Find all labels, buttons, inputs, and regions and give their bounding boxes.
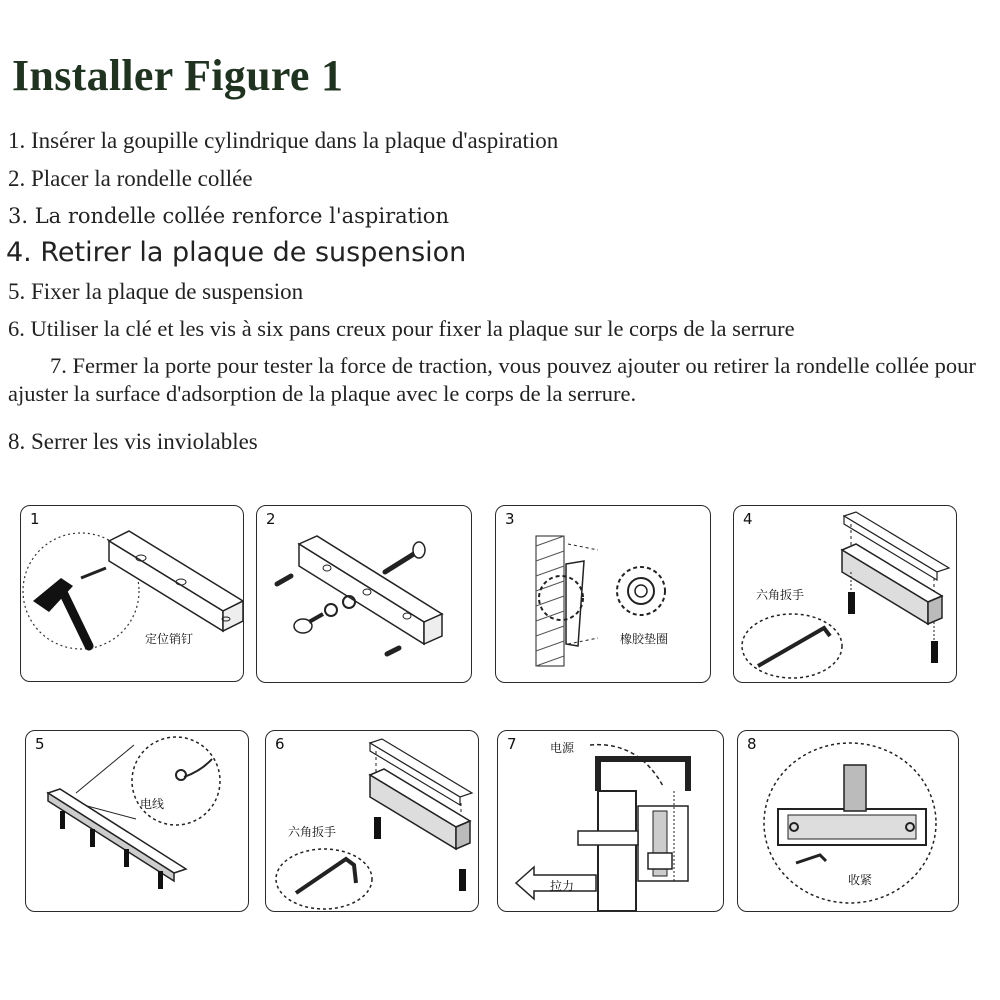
panel-1-label: 定位销钉 — [145, 632, 194, 646]
panel-3-label: 橡胶垫圈 — [620, 632, 669, 646]
panel-1-illustration — [21, 506, 243, 681]
step-2: 2. Placer la rondelle collée — [8, 166, 253, 191]
panel-8-label: 收紧 — [848, 873, 873, 887]
panel-7-label-2: 拉力 — [550, 879, 575, 893]
panel-5-label: 电线 — [140, 797, 165, 811]
diagram-panel-6 — [265, 730, 479, 912]
diagram-panel-1 — [20, 505, 244, 682]
panel-8-number: 8 — [747, 735, 757, 753]
diagram-panel-7 — [497, 730, 724, 912]
panel-3-illustration — [496, 506, 710, 682]
step-3: 3. La rondelle collée renforce l'aspiration — [8, 204, 449, 228]
diagram-panel-8 — [737, 730, 959, 912]
step-8: 8. Serrer les vis inviolables — [8, 429, 258, 454]
page-title: Installer Figure 1 — [12, 51, 344, 100]
diagram-panel-5 — [25, 730, 249, 912]
panel-7-number: 7 — [507, 735, 517, 753]
step-6: 6. Utiliser la clé et les vis à six pans creux pour fixer la plaque sur le corps de la serrure — [8, 316, 795, 341]
panel-3-number: 3 — [505, 510, 515, 528]
step-5: 5. Fixer la plaque de suspension — [8, 279, 304, 304]
step-1: 1. Insérer la goupille cylindrique dans la plaque d'aspiration — [8, 128, 559, 153]
diagram-panel-3 — [495, 505, 711, 683]
panel-5-illustration — [26, 731, 248, 911]
panel-2-number: 2 — [266, 510, 276, 528]
panel-4-label: 六角扳手 — [756, 588, 805, 602]
panel-7-label: 电源 — [550, 741, 575, 755]
panel-1-number: 1 — [30, 510, 40, 528]
diagram-panel-2 — [256, 505, 472, 683]
panel-2-illustration — [257, 506, 471, 682]
panel-6-illustration — [266, 731, 478, 911]
panel-6-label: 六角扳手 — [288, 825, 337, 839]
diagram-panel-4 — [733, 505, 957, 683]
panel-5-number: 5 — [35, 735, 45, 753]
step-4: 4. Retirer la plaque de suspension — [6, 237, 467, 268]
panel-4-number: 4 — [743, 510, 753, 528]
step-7: 7. Fermer la porte pour tester la force de traction, vous pouvez ajouter ou retirer la rondelle collée pour ajuster la surface d'adsorption de la plaque avec le corps de la serrure. — [8, 353, 976, 406]
panel-7-illustration — [498, 731, 723, 911]
panel-6-number: 6 — [275, 735, 285, 753]
